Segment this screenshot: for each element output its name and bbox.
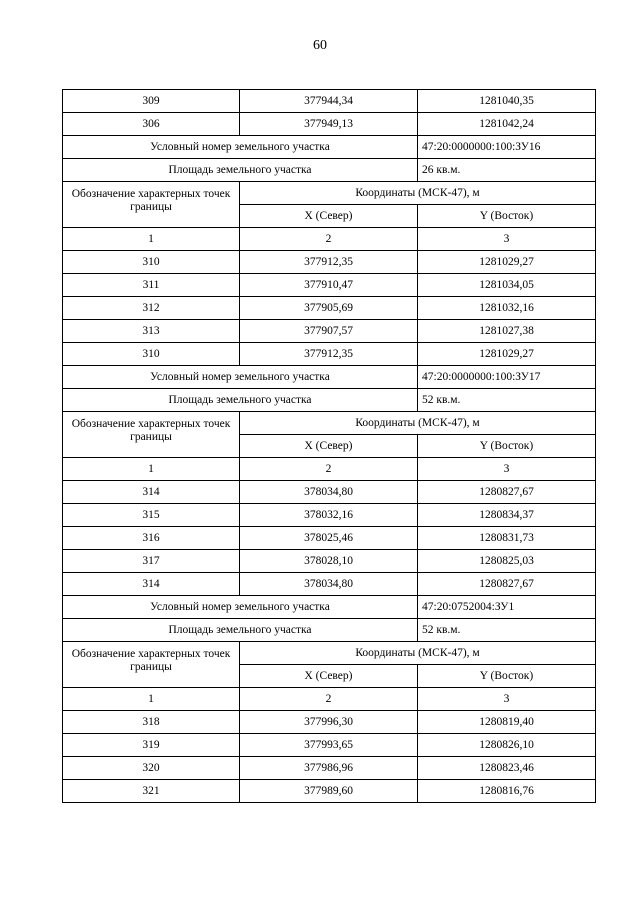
point-id-cell: 313 [63,320,240,343]
y-coordinate-cell: 1281029,27 [418,251,596,274]
table-row [63,780,596,803]
y-coordinate-cell: 1280825,03 [418,550,596,573]
x-coordinate-cell: 378032,16 [240,504,418,527]
parcel-area-value: 52 кв.м. [418,619,596,642]
coordinates-table-body [63,90,596,803]
x-coordinate-cell: 378025,46 [240,527,418,550]
parcel-number-value: 47:20:0000000:100:ЗУ16 [418,136,596,159]
x-coordinate-cell: 377993,65 [240,734,418,757]
parcel-area-value: 52 кв.м. [418,389,596,412]
header-row [63,412,596,435]
parcel-area-row [63,619,596,642]
y-coordinate-cell: 1281027,38 [418,320,596,343]
table-row [63,274,596,297]
parcel-number-row [63,596,596,619]
y-coordinate-cell: 1280816,76 [418,780,596,803]
x-coordinate-cell: 377912,35 [240,251,418,274]
y-header: Y (Восток) [418,205,596,228]
point-id-cell: 311 [63,274,240,297]
x-coordinate-cell: 377986,96 [240,757,418,780]
point-id-cell: 314 [63,481,240,504]
table-row [63,90,596,113]
column-number: 1 [63,228,240,251]
table-row [63,343,596,366]
y-coordinate-cell: 1281029,27 [418,343,596,366]
point-id-cell: 317 [63,550,240,573]
x-coordinate-cell: 377989,60 [240,780,418,803]
parcel-area-value: 26 кв.м. [418,159,596,182]
column-number-row [63,458,596,481]
x-header: X (Север) [240,665,418,688]
column-number-row [63,688,596,711]
table-row [63,527,596,550]
coordinates-header: Координаты (МСК-47), м [240,182,596,205]
x-coordinate-cell: 377996,30 [240,711,418,734]
column-number: 1 [63,458,240,481]
point-id-cell: 321 [63,780,240,803]
point-designation-header: Обозначение характерных точек границы [63,412,240,458]
y-coordinate-cell: 1280827,67 [418,573,596,596]
table-row [63,504,596,527]
table-row [63,550,596,573]
column-number: 1 [63,688,240,711]
parcel-area-row [63,159,596,182]
parcel-number-label: Условный номер земельного участка [63,366,418,389]
column-number: 2 [240,458,418,481]
point-id-cell: 306 [63,113,240,136]
parcel-number-label: Условный номер земельного участка [63,596,418,619]
table-row [63,113,596,136]
parcel-number-row [63,366,596,389]
table-row [63,297,596,320]
point-id-cell: 320 [63,757,240,780]
parcel-area-row [63,389,596,412]
x-coordinate-cell: 377910,47 [240,274,418,297]
y-coordinate-cell: 1281042,24 [418,113,596,136]
y-header: Y (Восток) [418,665,596,688]
point-designation-header: Обозначение характерных точек границы [63,642,240,688]
point-id-cell: 310 [63,343,240,366]
table-row [63,711,596,734]
y-coordinate-cell: 1280823,46 [418,757,596,780]
column-number: 3 [418,228,596,251]
y-coordinate-cell: 1281032,16 [418,297,596,320]
y-coordinate-cell: 1280827,67 [418,481,596,504]
x-header: X (Север) [240,205,418,228]
table-row [63,734,596,757]
x-coordinate-cell: 378034,80 [240,481,418,504]
point-id-cell: 310 [63,251,240,274]
column-number: 3 [418,688,596,711]
point-designation-header: Обозначение характерных точек границы [63,182,240,228]
y-header: Y (Восток) [418,435,596,458]
y-coordinate-cell: 1281034,05 [418,274,596,297]
x-coordinate-cell: 378028,10 [240,550,418,573]
point-id-cell: 319 [63,734,240,757]
header-row [63,182,596,205]
point-id-cell: 314 [63,573,240,596]
column-number: 2 [240,688,418,711]
table-row [63,481,596,504]
y-coordinate-cell: 1281040,35 [418,90,596,113]
table-row [63,251,596,274]
parcel-area-label: Площадь земельного участка [63,619,418,642]
x-coordinate-cell: 377912,35 [240,343,418,366]
column-number: 2 [240,228,418,251]
parcel-number-row [63,136,596,159]
point-id-cell: 309 [63,90,240,113]
x-coordinate-cell: 377907,57 [240,320,418,343]
point-id-cell: 312 [63,297,240,320]
parcel-number-value: 47:20:0000000:100:ЗУ17 [418,366,596,389]
table-row [63,320,596,343]
table-row [63,573,596,596]
coordinates-table [62,89,596,803]
page-number: 60 [313,38,327,53]
point-id-cell: 316 [63,527,240,550]
x-header: X (Север) [240,435,418,458]
column-number: 3 [418,458,596,481]
parcel-number-label: Условный номер земельного участка [63,136,418,159]
point-id-cell: 318 [63,711,240,734]
point-id-cell: 315 [63,504,240,527]
table-row [63,757,596,780]
y-coordinate-cell: 1280819,40 [418,711,596,734]
x-coordinate-cell: 377949,13 [240,113,418,136]
x-coordinate-cell: 377905,69 [240,297,418,320]
x-coordinate-cell: 378034,80 [240,573,418,596]
y-coordinate-cell: 1280826,10 [418,734,596,757]
parcel-area-label: Площадь земельного участка [63,389,418,412]
y-coordinate-cell: 1280831,73 [418,527,596,550]
parcel-number-value: 47:20:0752004:ЗУ1 [418,596,596,619]
coordinates-header: Координаты (МСК-47), м [240,412,596,435]
header-row [63,642,596,665]
y-coordinate-cell: 1280834,37 [418,504,596,527]
column-number-row [63,228,596,251]
parcel-area-label: Площадь земельного участка [63,159,418,182]
coordinates-header: Координаты (МСК-47), м [240,642,596,665]
x-coordinate-cell: 377944,34 [240,90,418,113]
